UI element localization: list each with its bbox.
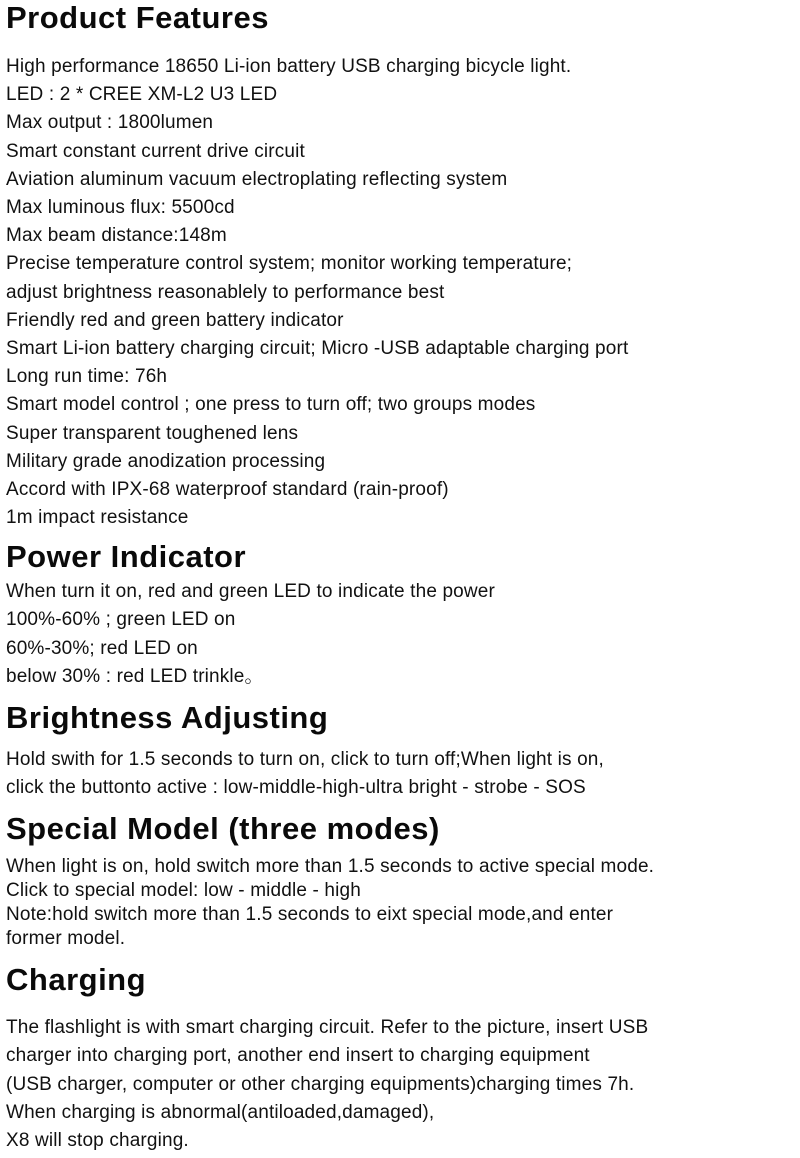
special-model-line: Click to special model: low - middle - high <box>6 880 361 901</box>
feature-line: High performance 18650 Li-ion battery USB charging bicycle light. <box>6 56 572 77</box>
feature-line: Aviation aluminum vacuum electroplating reflecting system <box>6 168 508 190</box>
feature-line: Smart constant current drive circuit <box>6 140 305 162</box>
charging-line: (USB charger, computer or other charging equipments)charging times 7h. <box>6 1073 635 1095</box>
section-heading: Charging <box>6 962 147 997</box>
special-model-section <box>6 811 798 951</box>
power-indicator-line: When turn it on, red and green LED to indicate the power <box>6 581 495 602</box>
feature-line: Max output : 1800lumen <box>6 112 214 134</box>
special-model-line: When light is on, hold switch more than 1.5 seconds to active special mode. <box>6 856 655 877</box>
power-indicator-line: 100%-60% ; green LED on <box>6 609 236 631</box>
charging-line: charger into charging port, another end insert to charging equipment <box>6 1045 590 1067</box>
feature-line: Accord with IPX-68 waterproof standard (rain-proof) <box>6 479 449 501</box>
special-model-line: former model. <box>6 928 126 949</box>
charging-line: The flashlight is with smart charging circuit. Refer to the picture, insert USB <box>6 1017 649 1038</box>
special-model-list <box>6 855 798 951</box>
feature-line: Super transparent toughened lens <box>6 422 299 444</box>
section-heading: Special Model (three modes) <box>6 811 440 846</box>
feature-line: Smart model control ; one press to turn off; two groups modes <box>6 394 536 416</box>
brightness-adjusting-section <box>6 700 798 801</box>
feature-line: 1m impact resistance <box>6 507 189 529</box>
section-heading: Power Indicator <box>6 539 247 574</box>
feature-line: Max luminous flux: 5500cd <box>6 197 235 219</box>
feature-line: Max beam distance:148m <box>6 225 227 247</box>
feature-list <box>6 53 798 532</box>
power-indicator-line: below 30% : red LED trinkle。 <box>6 665 264 687</box>
feature-line: adjust brightness reasonablely to performance best <box>6 281 445 303</box>
brightness-line: click the buttonto active : low-middle-high-ultra bright - strobe - SOS <box>6 776 586 798</box>
special-model-line: Note:hold switch more than 1.5 seconds to eixt special mode,and enter <box>6 904 614 925</box>
feature-line: LED : 2 * CREE XM-L2 U3 LED <box>6 84 278 106</box>
feature-line: Precise temperature control system; monitor working temperature; <box>6 253 573 275</box>
feature-line: Smart Li-ion battery charging circuit; Micro -USB adaptable charging port <box>6 338 629 360</box>
brightness-line: Hold swith for 1.5 seconds to turn on, click to turn off;When light is on, <box>6 749 604 770</box>
charging-line: X8 will stop charging. <box>6 1130 189 1152</box>
section-heading: Product Features <box>6 0 269 35</box>
feature-line: Long run time: 76h <box>6 366 168 388</box>
charging-line: When charging is abnormal(antiloaded,damaged), <box>6 1101 435 1123</box>
product-features-section <box>6 0 798 532</box>
charging-section <box>6 962 798 1155</box>
feature-line: Military grade anodization processing <box>6 450 326 472</box>
power-indicator-section <box>6 539 798 691</box>
charging-list <box>6 1014 798 1155</box>
power-indicator-line: 60%-30%; red LED on <box>6 637 198 659</box>
section-heading: Brightness Adjusting <box>6 700 329 735</box>
brightness-list <box>6 746 798 801</box>
feature-line: Friendly red and green battery indicator <box>6 309 344 331</box>
power-indicator-list <box>6 578 798 691</box>
